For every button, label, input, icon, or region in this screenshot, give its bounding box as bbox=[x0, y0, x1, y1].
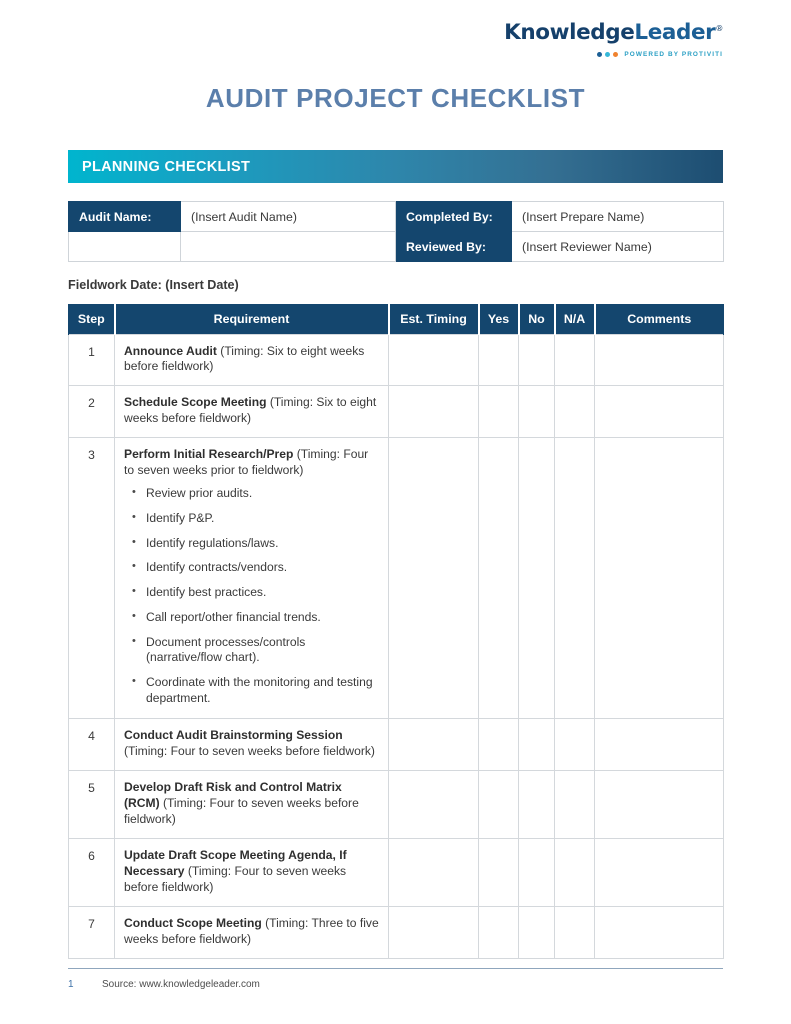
logo-wordmark bbox=[504, 22, 723, 44]
cell-est-timing[interactable] bbox=[389, 907, 479, 959]
list-item: • Identify regulations/laws. bbox=[146, 536, 379, 552]
cell-step: 3 bbox=[69, 438, 115, 719]
info-empty-cell-left[interactable] bbox=[69, 232, 181, 262]
column-header-step: Step bbox=[69, 304, 115, 334]
cell-comments[interactable] bbox=[595, 907, 724, 959]
cell-est-timing[interactable] bbox=[389, 719, 479, 771]
checklist-body bbox=[69, 334, 724, 958]
planning-checklist-table bbox=[68, 304, 724, 959]
column-header-comments: Comments bbox=[595, 304, 724, 334]
cell-no[interactable] bbox=[519, 386, 555, 438]
requirement-heading: Conduct Audit Brainstorming Session (Timing: Four to seven weeks before fieldwork) bbox=[124, 728, 375, 759]
logo-word-leader: Leader bbox=[634, 20, 716, 45]
cell-requirement bbox=[115, 334, 389, 386]
registered-mark-icon: ® bbox=[715, 23, 723, 33]
info-empty-cell-left-value[interactable] bbox=[181, 232, 396, 262]
cell-na[interactable] bbox=[555, 907, 595, 959]
requirement-heading: Perform Initial Research/Prep (Timing: Four to seven weeks prior to fieldwork) bbox=[124, 447, 369, 478]
requirement-heading: Schedule Scope Meeting (Timing: Six to eight weeks before fieldwork) bbox=[124, 395, 377, 426]
reviewed-by-label: Reviewed By: bbox=[396, 232, 512, 262]
footer-divider bbox=[68, 968, 723, 969]
cell-step: 4 bbox=[69, 719, 115, 771]
three-dots-icon bbox=[597, 52, 618, 57]
table-row bbox=[69, 232, 724, 262]
cell-no[interactable] bbox=[519, 771, 555, 839]
cell-est-timing[interactable] bbox=[389, 334, 479, 386]
cell-step: 7 bbox=[69, 907, 115, 959]
logo-word-knowledge: Knowledge bbox=[504, 20, 635, 45]
cell-yes[interactable] bbox=[479, 386, 519, 438]
cell-no[interactable] bbox=[519, 438, 555, 719]
requirement-title: Conduct Scope Meeting bbox=[124, 916, 262, 931]
cell-requirement bbox=[115, 771, 389, 839]
cell-na[interactable] bbox=[555, 719, 595, 771]
list-item: • Identify contracts/vendors. bbox=[146, 560, 379, 576]
cell-comments[interactable] bbox=[595, 334, 724, 386]
knowledgeleader-logo bbox=[504, 22, 723, 58]
audit-info-table bbox=[68, 201, 724, 262]
cell-yes[interactable] bbox=[479, 719, 519, 771]
cell-step: 5 bbox=[69, 771, 115, 839]
cell-requirement bbox=[115, 438, 389, 719]
page-title: AUDIT PROJECT CHECKLIST bbox=[205, 83, 586, 113]
content-column bbox=[68, 150, 723, 959]
requirement-bullet-list bbox=[124, 486, 379, 706]
cell-na[interactable] bbox=[555, 386, 595, 438]
column-header-requirement: Requirement bbox=[115, 304, 389, 334]
cell-est-timing[interactable] bbox=[389, 386, 479, 438]
column-header-no: No bbox=[519, 304, 555, 334]
table-row bbox=[69, 202, 724, 232]
cell-step: 6 bbox=[69, 839, 115, 907]
table-row bbox=[69, 334, 724, 386]
cell-no[interactable] bbox=[519, 719, 555, 771]
cell-no[interactable] bbox=[519, 839, 555, 907]
cell-est-timing[interactable] bbox=[389, 771, 479, 839]
cell-est-timing[interactable] bbox=[389, 839, 479, 907]
table-row bbox=[69, 771, 724, 839]
column-header-est-timing: Est. Timing bbox=[389, 304, 479, 334]
footer-row bbox=[68, 979, 723, 990]
requirement-title: Schedule Scope Meeting bbox=[124, 395, 267, 410]
table-row bbox=[69, 719, 724, 771]
cell-yes[interactable] bbox=[479, 771, 519, 839]
cell-comments[interactable] bbox=[595, 839, 724, 907]
column-header-na: N/A bbox=[555, 304, 595, 334]
requirement-heading: Announce Audit (Timing: Six to eight weeks before fieldwork) bbox=[124, 343, 365, 374]
requirement-title: Conduct Audit Brainstorming Session bbox=[124, 728, 343, 743]
cell-comments[interactable] bbox=[595, 771, 724, 839]
logo-tagline-row bbox=[504, 51, 723, 58]
list-item: • Call report/other financial trends. bbox=[146, 610, 379, 626]
requirement-title: Announce Audit bbox=[124, 343, 217, 358]
cell-comments[interactable] bbox=[595, 438, 724, 719]
requirement-title: Update Draft Scope Meeting Agenda, If Necessary bbox=[124, 848, 347, 879]
cell-na[interactable] bbox=[555, 438, 595, 719]
list-item: • Identify best practices. bbox=[146, 585, 379, 601]
cell-na[interactable] bbox=[555, 334, 595, 386]
cell-comments[interactable] bbox=[595, 719, 724, 771]
cell-step: 1 bbox=[69, 334, 115, 386]
table-row bbox=[69, 438, 724, 719]
cell-no[interactable] bbox=[519, 334, 555, 386]
requirement-heading: Develop Draft Risk and Control Matrix (RCM) (Timing: Four to seven weeks before fieldwork) bbox=[124, 780, 359, 827]
cell-requirement bbox=[115, 907, 389, 959]
list-item: • Coordinate with the monitoring and testing department. bbox=[146, 675, 379, 706]
logo-tagline: POWERED BY PROTIVITI bbox=[624, 50, 723, 58]
table-row bbox=[69, 386, 724, 438]
requirement-heading: Conduct Scope Meeting (Timing: Three to five weeks before fieldwork) bbox=[124, 916, 379, 946]
cell-comments[interactable] bbox=[595, 386, 724, 438]
reviewed-by-field[interactable]: (Insert Reviewer Name) bbox=[512, 232, 724, 262]
page-footer bbox=[68, 968, 723, 990]
cell-yes[interactable] bbox=[479, 438, 519, 719]
footer-source: Source: www.knowledgeleader.com bbox=[102, 979, 260, 990]
cell-requirement bbox=[115, 386, 389, 438]
section-banner bbox=[68, 150, 723, 183]
table-header-row bbox=[69, 304, 724, 334]
cell-yes[interactable] bbox=[479, 839, 519, 907]
fieldwork-date-line: Fieldwork Date: (Insert Date) bbox=[68, 278, 239, 292]
list-item: • Identify P&P. bbox=[146, 511, 379, 527]
audit-name-label: Audit Name: bbox=[69, 202, 181, 232]
audit-name-field[interactable]: (Insert Audit Name) bbox=[181, 202, 396, 232]
cell-requirement bbox=[115, 839, 389, 907]
column-header-yes: Yes bbox=[479, 304, 519, 334]
cell-yes[interactable] bbox=[479, 907, 519, 959]
cell-na[interactable] bbox=[555, 839, 595, 907]
list-item: • Review prior audits. bbox=[146, 486, 379, 502]
cell-requirement bbox=[115, 719, 389, 771]
requirement-heading: Update Draft Scope Meeting Agenda, If Necessary (Timing: Four to seven weeks before fieldwork) bbox=[124, 848, 347, 895]
table-row bbox=[69, 907, 724, 959]
section-banner-label: PLANNING CHECKLIST bbox=[82, 158, 251, 175]
cell-est-timing[interactable] bbox=[389, 438, 479, 719]
table-row bbox=[69, 839, 724, 907]
cell-na[interactable] bbox=[555, 771, 595, 839]
cell-yes[interactable] bbox=[479, 334, 519, 386]
requirement-title: Develop Draft Risk and Control Matrix (RCM) bbox=[124, 780, 342, 811]
cell-no[interactable] bbox=[519, 907, 555, 959]
requirement-title: Perform Initial Research/Prep bbox=[124, 447, 294, 462]
page-number: 1 bbox=[68, 979, 74, 990]
completed-by-label: Completed By: bbox=[396, 202, 512, 232]
completed-by-field[interactable]: (Insert Prepare Name) bbox=[512, 202, 724, 232]
cell-step: 2 bbox=[69, 386, 115, 438]
list-item: • Document processes/controls (narrative/flow chart). bbox=[146, 635, 379, 666]
